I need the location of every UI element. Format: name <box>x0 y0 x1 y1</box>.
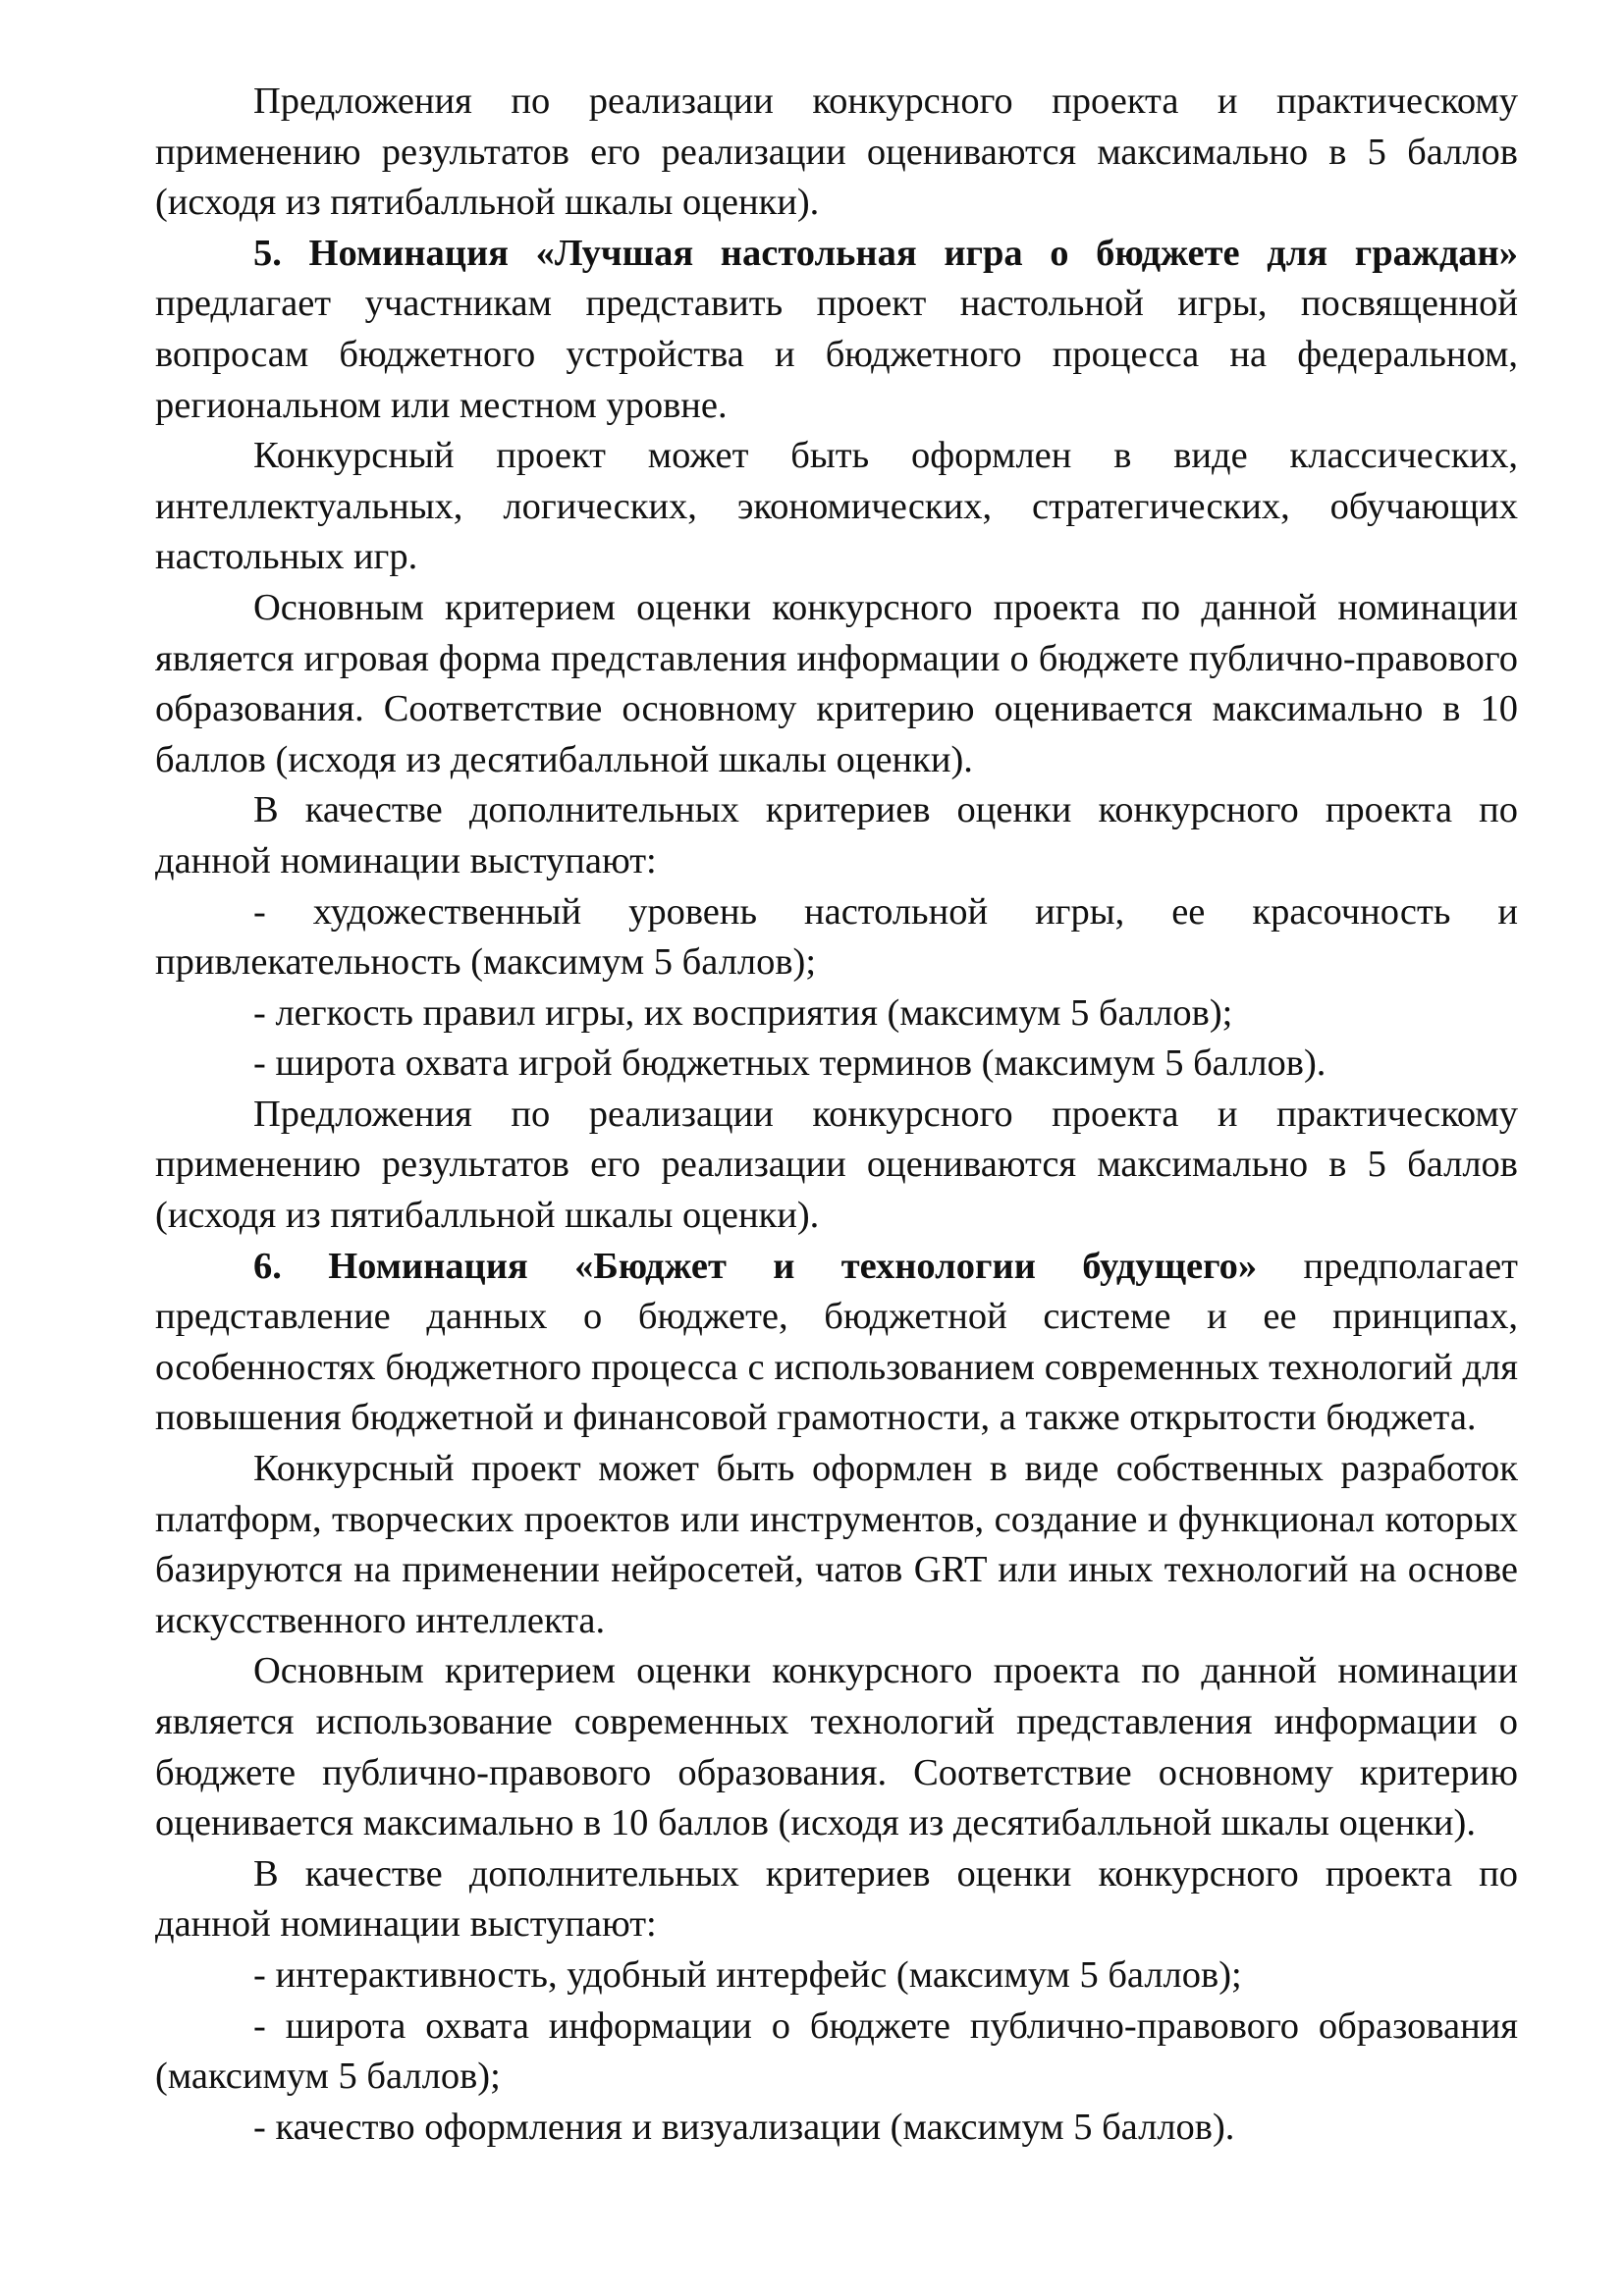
nomination-6-heading: 6. Номинация «Бюджет и технологии будущего» <box>253 1245 1258 1287</box>
nomination-5-heading: 5. Номинация «Лучшая настольная игра о бюджете для граждан» <box>253 232 1518 274</box>
list-item-terms-coverage: - широта охвата игрой бюджетных терминов (максимум 5 баллов). <box>253 1042 1326 1085</box>
paragraph-nomination-5 <box>155 229 1518 431</box>
paragraph-main-criterion-6: Основным критерием оценки конкурсного проекта по данной номинации является использование современных технологий представления информации о бюджете публично-правового образования. Соответствие основному критерию оценивается максимально в 10 баллов (исходя из десятибалльной шкалы оценки). <box>155 1650 1518 1844</box>
list-item-visualization-quality: - качество оформления и визуализации (максимум 5 баллов). <box>253 2106 1235 2148</box>
list-item-artistic-level: - художественный уровень настольной игры, ее красочность и привлекательность (максимум 5 баллов); <box>155 890 1518 984</box>
list-item-interactivity: - интерактивность, удобный интерфейс (максимум 5 баллов); <box>253 1953 1242 1996</box>
paragraph-main-criterion-5: Основным критерием оценки конкурсного проекта по данной номинации является игровая форма представления информации о бюджете публично-правового образования. Соответствие основному критерию оценивается максимально в 10 баллов (исходя из десятибалльной шкалы оценки). <box>155 586 1518 780</box>
paragraph-proposals-1: Предложения по реализации конкурсного проекта и практическому применению результатов его реализации оцениваются максимально в 5 баллов (исходя из пятибалльной шкалы оценки). <box>155 80 1518 224</box>
list-item-rules-ease: - легкость правил игры, их восприятия (максимум 5 баллов); <box>253 991 1233 1034</box>
nomination-6-text: предполагает представление данных о бюджете, бюджетной системе и ее принципах, особенностях бюджетного процесса с использованием современных технологий для повышения бюджетной и финансовой грамотности, а также открытости бюджета. <box>155 1245 1519 1439</box>
paragraph-extra-criteria-6: В качестве дополнительных критериев оценки конкурсного проекта по данной номинации выступают: <box>155 1852 1518 1946</box>
paragraph-nomination-6 <box>155 1242 1518 1444</box>
paragraph-format-technologies: Конкурсный проект может быть оформлен в виде собственных разработок платформ, творческих проектов или инструментов, создание и функционал которых базируются на применении нейросетей, чатов GRT или иных технологий на основе искусственного интеллекта. <box>155 1448 1518 1641</box>
paragraph-format-games: Конкурсный проект может быть оформлен в виде классических, интеллектуальных, логических, экономических, стратегических, обучающих настольных игр. <box>155 435 1518 578</box>
list-item-info-coverage: - широта охвата информации о бюджете публично-правового образования (максимум 5 баллов); <box>155 2004 1518 2098</box>
paragraph-proposals-2: Предложения по реализации конкурсного проекта и практическому применению результатов его реализации оцениваются максимально в 5 баллов (исходя из пятибалльной шкалы оценки). <box>155 1093 1518 1237</box>
nomination-5-text: предлагает участникам представить проект настольной игры, посвященной вопросам бюджетного устройства и бюджетного процесса на федеральном, региональном или местном уровне. <box>155 283 1518 426</box>
document-page <box>155 77 1518 2153</box>
paragraph-extra-criteria-5: В качестве дополнительных критериев оценки конкурсного проекта по данной номинации выступают: <box>155 789 1518 881</box>
